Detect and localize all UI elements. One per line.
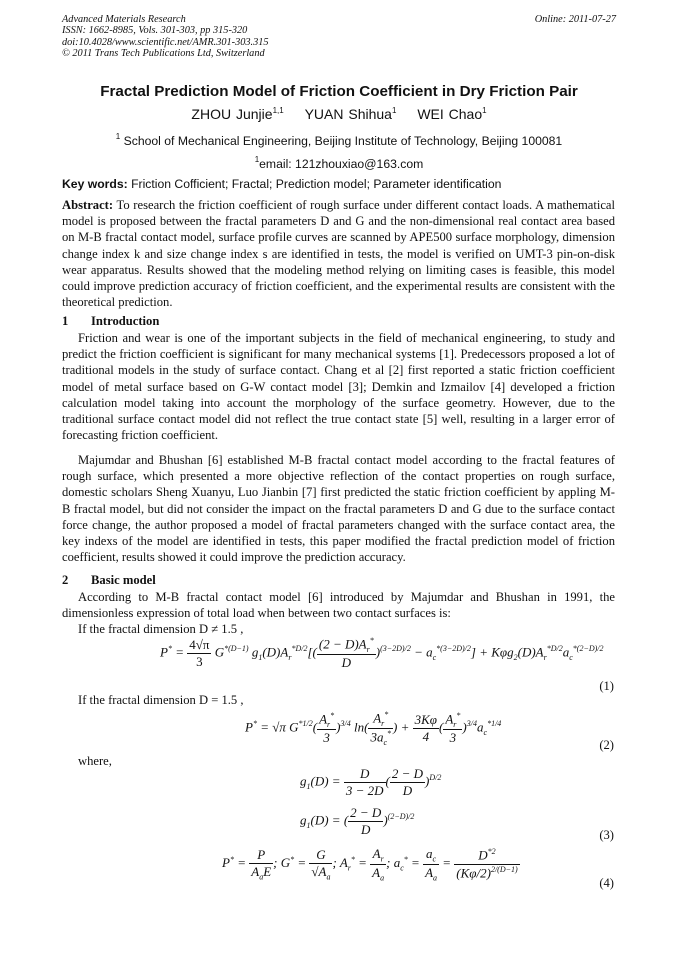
section-heading: 2 Basic model	[62, 573, 156, 587]
condition-text: If the fractal dimension D ≠ 1.5 ,	[78, 622, 244, 636]
paragraph: Friction and wear is one of the important subjects in the field of mechanical engineering, to study and predict the friction coefficient is significant for many mechanical systems [1]. Predecessors proposed a lot of traditional models in the study of surface contact. Chang et al [2] first reported a static friction coefficient model of metal surface based on G-W contact model [3]; Demkin and Izmailov [4] developed a friction calculation model taking into account the morphology of the surface geometry. However, due to the traditional surface contact model did not reflect the true contact state [5] well, resulting in a larger error of forecasting friction coefficient.	[62, 331, 615, 443]
issn-line: ISSN: 1662-8985, Vols. 301-303, pp 315-320	[62, 25, 248, 37]
where-text: where,	[78, 754, 112, 768]
section-heading: 1 Introduction	[62, 314, 160, 328]
copyright-line: © 2011 Trans Tech Publications Ltd, Switzerland	[62, 47, 265, 59]
abstract: Abstract: To research the friction coefficient of rough surface under different contact loads. A mathematical model is proposed between the fractal parameters D and G and the non-dimensional real contact area based on M-B fractal contact model, surface profile curves are scanned by APE500 surface morphology, dimension change index k and size change index s are identified in tests, the model is verified on UMT-3 pin-on-disk wear apparatus. Results showed that the modeling method relying on limiting cases is feasible, this model could improve prediction accuracy of friction coefficient, and the experimental results are consistent with the theoretical prediction.	[62, 198, 616, 310]
journal-header	[62, 14, 269, 59]
email: $^1$email: 121zhouxiao@163.com	[254, 155, 424, 171]
equation-3a: $g_1(D)$ = $\frac{D}{3 - 2D}$ ( $\frac{2 - D}{D}$ )$^{D/2}$	[300, 766, 442, 798]
journal-name: Advanced Materials Research	[62, 14, 186, 25]
author-list	[0, 106, 678, 122]
doi-line: doi:10.4028/www.scientific.net/AMR.301-303.315	[62, 36, 269, 48]
equation-number: (3)	[599, 828, 614, 842]
paragraph: Majumdar and Bhushan [6] established M-B fractal contact model according to the fractal features of rough surface, which presented a more objective reflection of the contact properties on rough surface, domestic scholars Sheng Xuanyu, Luo Jianbin [7] first predicted the static friction coefficient by appling M-B fractal model, but did not consider the impact on the fractal parameters D and G due to the surface contact force change, the author proposed a model of fractal parameters changed with the surface contact area, the key indexs of the model are identified in tests, this paper modified the fractal prediction model of friction coefficient, results showed it could improve the prediction accuracy.	[62, 453, 615, 565]
affiliation: $^1$ School of Mechanical Engineering, Beijing Institute of Technology, Beijing 100081	[115, 132, 563, 148]
equation-number: (4)	[599, 876, 614, 890]
author: WEI Chao$^1$	[417, 106, 487, 122]
keywords: Key words: Friction Cofficient; Fractal; Prediction model; Parameter identification	[62, 177, 502, 191]
condition-text: If the fractal dimension D = 1.5 ,	[78, 693, 244, 707]
online-date: Online: 2011-07-27	[534, 14, 616, 25]
equation-2: P* = √π $G^{*1/2}$( $\frac{A_r^*}{3}$ )$^{3/4}$ ln( $\frac{A_r^*}{3a_c^*}$ ) + $\frac{3K\varphi}{4}$ ( $\frac{A_r^*}{3}$ )$^{3/4}a_c^{*1/4}$	[245, 710, 502, 747]
paper-title: Fractal Prediction Model of Friction Coefficient in Dry Friction Pair	[100, 83, 578, 100]
equation-4: P* = $\frac{P}{A_aE}$ ; G* = $\frac{G}{√A_a}$ ; $A_r^*$ = $\frac{A_r}{A_a}$ ; $a_c^*$ = $\frac{a_c}{A_a}$ = $\frac{D^{*2}}{(K\varphi/2)^{2/(D-1)}}$	[222, 846, 518, 883]
paragraph: According to M-B fractal contact model [6] introduced by Majumdar and Bhushan in 1991, the dimensionless expression of total load when between two contact surfaces is:	[62, 590, 615, 621]
equation-number: (1)	[599, 679, 614, 693]
equation-number: (2)	[599, 738, 614, 752]
equation-3b: $g_1(D)$ = ( $\frac{2 - D}{D}$ )$^{(2-D)/2}$	[300, 805, 415, 837]
author: YUAN Shihua$^1$	[304, 106, 397, 122]
author: ZHOU Junjie$^{1,1}$	[191, 106, 284, 122]
equation-1: P* = $\frac{4√\pi}{3}$ $G^{*(D-1)}$ $g_1(D)A_r^{*D/2}$[( $\frac{(2 - D)A_r^*}{D}$ )$^{(3-2D)/2} - a_c^{*(3-2D)/2}] + K\varphi g_2(D)A_r^{*D/2}a_c^{*(2-D)/2}$	[160, 636, 604, 670]
